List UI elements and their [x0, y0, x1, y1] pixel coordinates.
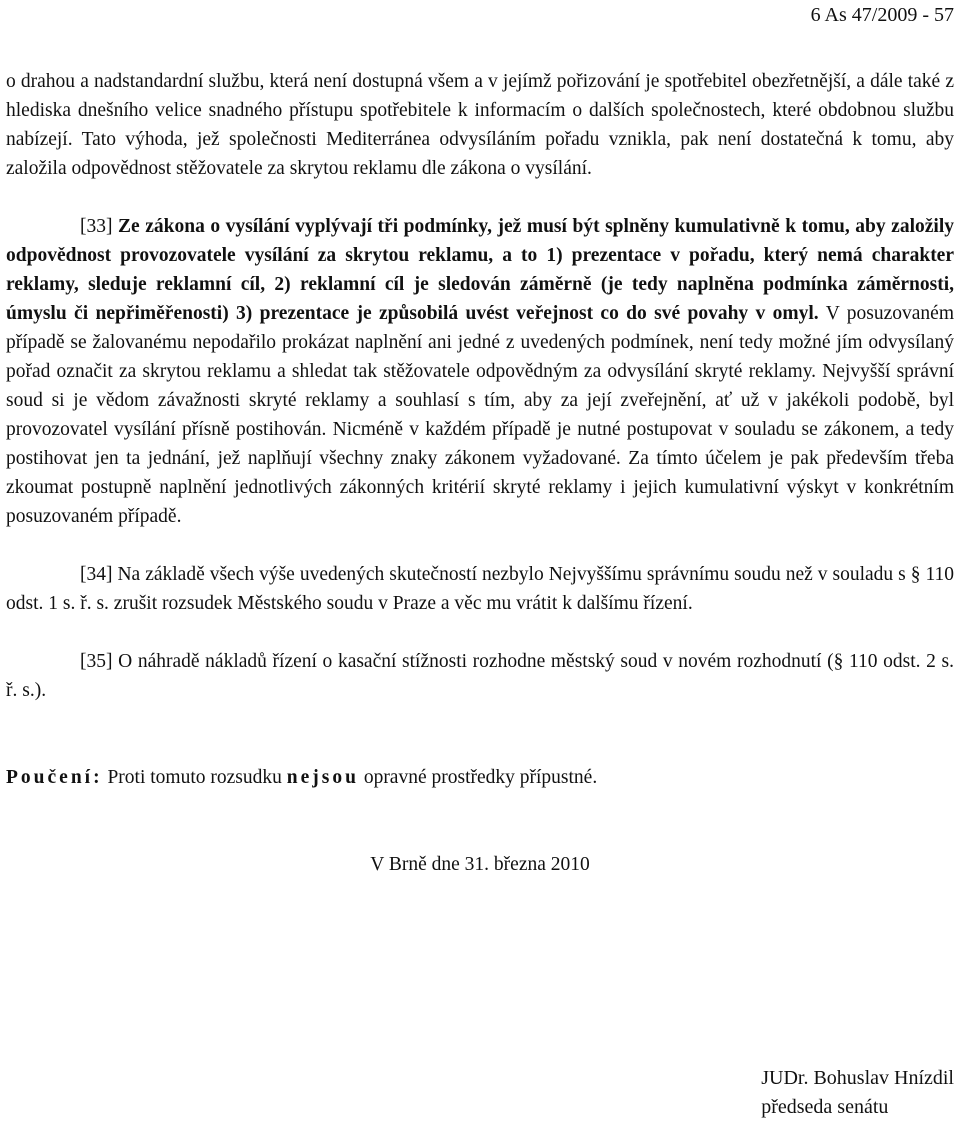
instruction-emphasis: nejsou: [286, 767, 359, 788]
signatory-title: předseda senátu: [761, 1096, 889, 1118]
instruction-text-after: opravné prostředky přípustné.: [358, 767, 598, 788]
instruction-label: Poučení:: [6, 767, 103, 788]
paragraph-35: [35] O náhradě nákladů řízení o kasační stížnosti rozhodne městský soud v novém rozhodnutí (§ 110 odst. 2 s. ř. s.).: [6, 651, 954, 701]
place-and-date: V Brně dne 31. března 2010: [370, 854, 590, 875]
paragraph-33: [6, 212, 954, 531]
case-reference: 6 As 47/2009 - 57: [810, 4, 954, 26]
signature-block: [761, 1064, 954, 1122]
document-body: [6, 67, 954, 879]
instruction-line: [6, 763, 954, 792]
signatory-name: JUDr. Bohuslav Hnízdil: [761, 1067, 954, 1089]
paragraph-intro: o drahou a nadstandardní službu, která není dostupná všem a v jejímž pořizování je spotřebitel obezřetnější, a dále také z hlediska dnešního velice snadného přístupu spotřebitele k informacím o dalších společnostech, které obdobnou službu nabízejí. Tato výhoda, jež společnosti Mediterránea odvysíláním pořadu vznikla, pak není dostatečná k tomu, aby založila odpovědnost stěžovatele za skrytou reklamu dle zákona o vysílání.: [6, 71, 954, 179]
instruction-text-before: Proti tomuto rozsudku: [102, 767, 287, 788]
paragraph-33-number: [33]: [80, 216, 119, 237]
paragraph-33-bold: Ze zákona o vysílání vyplývají tři podmínky, jež musí být splněny kumulativně k tomu, aby založily odpovědnost provozovatele vysílání za skrytou reklamu, a to 1) prezentace v pořadu, který nemá charakter reklamy, sleduje reklamní cíl, 2) reklamní cíl je sledován záměrně (je tedy naplněna podmínka záměrnosti, úmyslu či nepřiměřenosti) 3) prezentace je způsobilá uvést veřejnost co do své povahy v omyl.: [6, 216, 954, 324]
paragraph-34: [34] Na základě všech výše uvedených skutečností nezbylo Nejvyššímu správnímu soudu než v souladu s § 110 odst. 1 s. ř. s. zrušit rozsudek Městského soudu v Praze a věc mu vrátit k dalšímu řízení.: [6, 564, 954, 614]
paragraph-33-rest: V posuzovaném případě se žalovanému nepodařilo prokázat naplnění ani jedné z uvedených podmínek, není tedy možné jím odvysílaný pořad označit za skrytou reklamu a shledat tak stěžovatele odpovědným za odvysílání skryté reklamy. Nejvyšší správní soud si je vědom závažnosti skryté reklamy a souhlasí s tím, aby za její zveřejnění, ať už v jakékoli podobě, byl provozovatel vysílání přísně postihován. Nicméně v každém případě je nutné postupovat v souladu se zákonem, a tedy postihovat jen ta jednání, jež naplňují všechny znaky zákonem vyžadované. Za tímto účelem je pak především třeba zkoumat postupně naplnění jednotlivých zákonných kritérií skryté reklamy i jejich kumulativní výskyt v konkrétním posuzovaném případě.: [6, 303, 954, 527]
